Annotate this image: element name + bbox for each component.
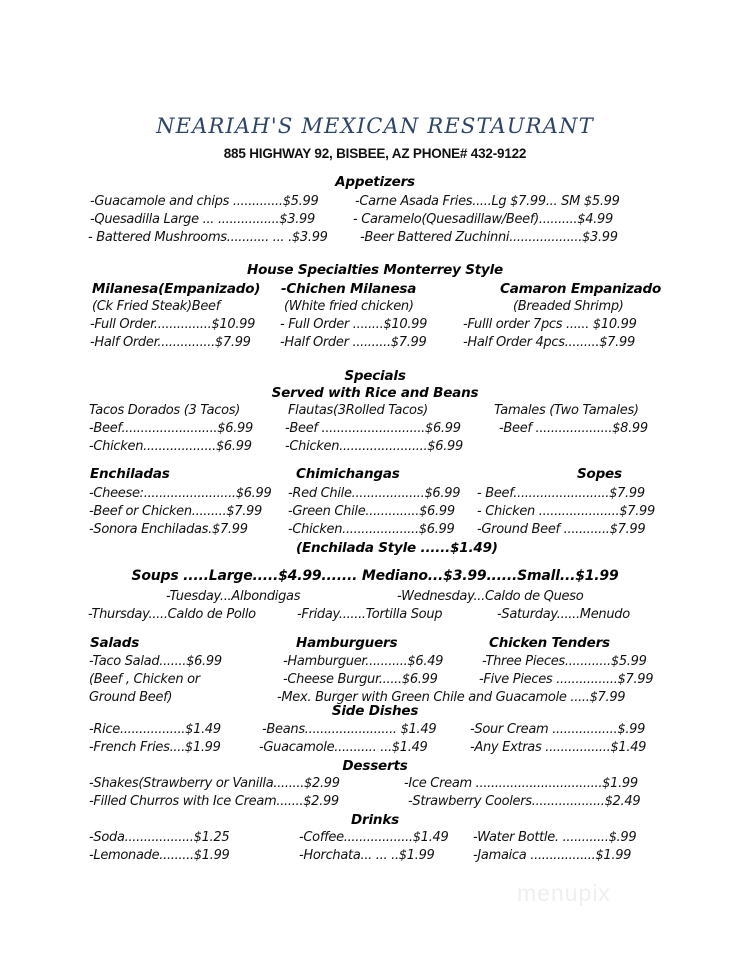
subsection-subtitle: (Breaded Shrimp) (513, 299, 624, 314)
menu-item: (Beef , Chicken or (89, 672, 200, 687)
subsection-title: Camaron Empanizado (500, 281, 662, 297)
section-heading-specials: Specials (344, 368, 406, 384)
section-heading-enchiladas: Enchiladas (90, 466, 170, 482)
subsection-title: -Chichen Milanesa (281, 281, 417, 297)
menu-item: -Ice Cream .................................$1.99 (404, 776, 638, 791)
menu-item: -Fulll order 7pcs ...... $10.99 (463, 317, 637, 332)
menu-item: -Lemonade.........$1.99 (89, 848, 230, 863)
menu-item: -Shakes(Strawberry or Vanilla........$2.99 (89, 776, 340, 791)
menu-item: -Mex. Burger with Green Chile and Guacamole .....$7.99 (277, 690, 626, 705)
restaurant-address: 885 HIGHWAY 92, BISBEE, AZ PHONE# 432-9122 (223, 146, 527, 161)
section-heading-sopes: Sopes (577, 466, 622, 482)
section-heading-chicken-tenders: Chicken Tenders (489, 635, 610, 651)
menu-item: -Carne Asada Fries.....Lg $7.99... SM $5.99 (355, 194, 620, 209)
menu-item: -Water Bottle. ............$.99 (473, 830, 637, 845)
menu-item: -Friday.......Tortilla Soup (297, 607, 443, 622)
section-heading-side-dishes: Side Dishes (331, 703, 419, 719)
menu-item: -Wednesday...Caldo de Queso (397, 589, 584, 604)
chimichangas-note: (Enchilada Style ......$1.49) (296, 540, 498, 556)
section-heading-desserts: Desserts (342, 758, 408, 774)
menu-item: -Soda..................$1.25 (89, 830, 230, 845)
menu-item: -Guacamole and chips .............$5.99 (90, 194, 319, 209)
specials-subheading: Served with Rice and Beans (271, 385, 479, 401)
section-heading-soups: Soups .....Large.....$4.99....... Mediano...$3.99......Small...$1.99 (131, 568, 619, 584)
menu-item: -Full Order...............$10.99 (90, 317, 256, 332)
menu-item: -Guacamole........... ...$1.49 (259, 740, 428, 755)
menu-item: -Beans........................ $1.49 (262, 722, 437, 737)
menu-item: -French Fries....$1.99 (89, 740, 221, 755)
menu-item: - Caramelo(Quesadillaw/Beef)..........$4.99 (353, 212, 613, 227)
menu-item: - Chicken .....................$7.99 (477, 504, 655, 519)
menu-item: -Half Order ..........$7.99 (280, 335, 427, 350)
menu-item: -Rice.................$1.49 (89, 722, 221, 737)
menu-item: -Strawberry Coolers...................$2.49 (408, 794, 641, 809)
subsection-subtitle: (White fried chicken) (284, 299, 414, 314)
menu-item: -Tuesday...Albondigas (166, 589, 301, 604)
menu-item: -Three Pieces............$5.99 (482, 654, 647, 669)
menu-item: -Beef ...........................$6.99 (285, 421, 461, 436)
subsection-title: Milanesa(Empanizado) (92, 281, 261, 297)
menu-item: -Any Extras .................$1.49 (470, 740, 647, 755)
menu-item: -Saturday......Menudo (497, 607, 630, 622)
menu-item: -Sonora Enchiladas.$7.99 (89, 522, 248, 537)
section-heading-chimichangas: Chimichangas (296, 466, 400, 482)
menu-item: -Taco Salad.......$6.99 (89, 654, 222, 669)
menupix-watermark: menupix (517, 880, 611, 906)
restaurant-name: NEARIAH'S MEXICAN RESTAURANT (156, 114, 594, 138)
section-heading-hamburguers: Hamburguers (296, 635, 398, 651)
section-heading-drinks: Drinks (351, 812, 399, 828)
section-heading-salads: Salads (90, 635, 140, 651)
menu-item: -Hamburguer...........$6.49 (283, 654, 444, 669)
menu-item: -Half Order...............$7.99 (90, 335, 251, 350)
menu-item: -Sour Cream .................$.99 (470, 722, 646, 737)
menu-item: -Cheese:........................$6.99 (89, 486, 272, 501)
menu-item: -Half Order 4pcs.........$7.99 (463, 335, 635, 350)
menu-item: -Quesadilla Large ... ................$3.99 (90, 212, 315, 227)
menu-item: -Ground Beef ............$7.99 (477, 522, 646, 537)
menu-item: -Coffee..................$1.49 (299, 830, 449, 845)
section-heading-house-specialties: House Specialties Monterrey Style (246, 262, 504, 278)
menu-item: -Chicken....................$6.99 (288, 522, 455, 537)
menu-item: -Green Chile..............$6.99 (288, 504, 455, 519)
menu-item: -Five Pieces ................$7.99 (479, 672, 654, 687)
subsection-title: Tamales (Two Tamales) (494, 403, 639, 418)
section-heading-appetizers: Appetizers (335, 174, 415, 190)
menu-item: -Cheese Burgur......$6.99 (283, 672, 438, 687)
subsection-subtitle: (Ck Fried Steak)Beef (92, 299, 221, 314)
menu-item: -Red Chile...................$6.99 (288, 486, 461, 501)
menu-item: -Beef.........................$6.99 (89, 421, 253, 436)
menu-item: - Full Order ........$10.99 (280, 317, 428, 332)
subsection-title: Flautas(3Rolled Tacos) (288, 403, 428, 418)
menu-item: -Jamaica .................$1.99 (473, 848, 632, 863)
menu-item: - Beef.........................$7.99 (477, 486, 645, 501)
menu-item: Ground Beef) (89, 690, 173, 705)
subsection-title: Tacos Dorados (3 Tacos) (89, 403, 240, 418)
menu-item: -Thursday.....Caldo de Pollo (88, 607, 256, 622)
menu-item: -Beer Battered Zuchinni...................$3.99 (360, 230, 618, 245)
menu-item: - Battered Mushrooms........... ... .$3.99 (88, 230, 328, 245)
menu-item: -Beef ....................$8.99 (499, 421, 648, 436)
menu-item: -Chicken.......................$6.99 (285, 439, 463, 454)
menu-item: -Horchata... ... ..$1.99 (299, 848, 435, 863)
menu-item: -Filled Churros with Ice Cream.......$2.99 (89, 794, 339, 809)
menu-item: -Beef or Chicken.........$7.99 (89, 504, 262, 519)
menu-item: -Chicken...................$6.99 (89, 439, 252, 454)
